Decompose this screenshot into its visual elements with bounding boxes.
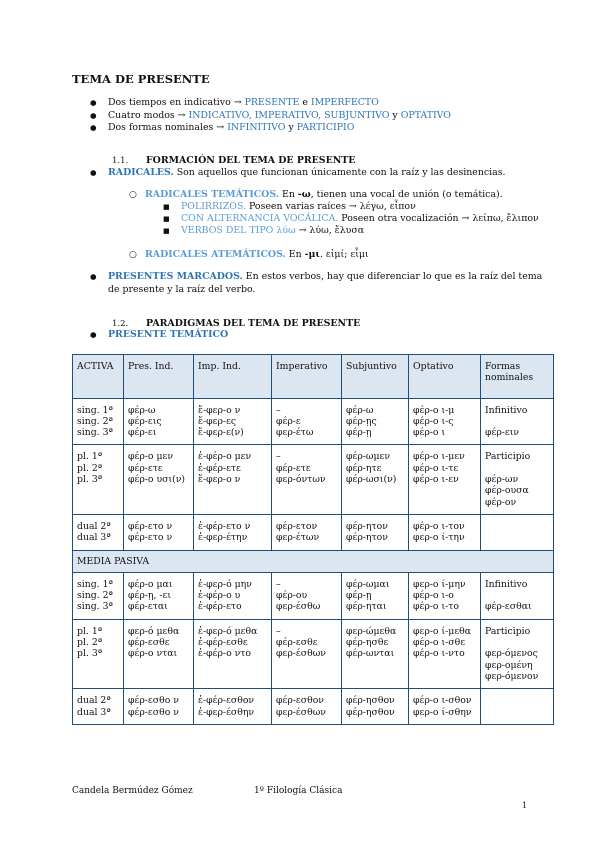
list-item: ● Dos tiempos en indicativo → PRESENTE e IMPERFECTO [90,97,451,110]
cell-line: φέρ-ησθον [346,706,395,718]
cell-line: φέρ-εσθε [128,637,170,649]
cell-line: sing. 1ª [77,578,113,590]
cell-line: φέρ-ο μαι [128,578,173,590]
table-cell [73,689,124,725]
cell-line: φερ-όντων [276,474,326,486]
cell-line: φέρ-ωνται [346,648,395,660]
footer-author: Candela Bermúdez Gómez [72,786,193,796]
table-cell [481,619,554,688]
table-cell [194,514,272,550]
cell-line: ἐ-φερ-ό μην [198,578,252,590]
header-cell: Formas nominales [481,355,554,399]
cell-line: Infinitivo [485,404,528,416]
sub-item: VERBOS DEL TIPO λύω → λύω, ἔλυσα [181,225,365,236]
cell-line: dual 2ª [77,520,111,532]
header-cell: Imperativo [272,355,342,399]
table-cell [409,619,481,688]
cell-line: pl. 1ª [77,451,103,463]
square-bullet-icon: ■ [163,215,170,223]
table-header-row [73,355,554,399]
cell-line: sing. 1ª [77,404,113,416]
section-heading-2: 1.2. PARADIGMAS DEL TEMA DE PRESENTE [112,318,361,329]
section-row [73,550,554,572]
table-cell [194,689,272,725]
circle-bullet-icon: ○ [129,190,137,200]
cell-line: pl. 2ª [77,462,103,474]
cell-line: pl. 3ª [77,648,103,660]
table-cell [342,619,409,688]
cell-line: φέρ-ητε [346,462,382,474]
intro-list [90,97,451,135]
cell-line: φερ-έτων [276,532,320,544]
cell-line: pl. 3ª [77,474,103,486]
cell-line: ἐ-φέρ-ετε [198,462,241,474]
cell-line: φερ-ο ί-μην [413,578,466,590]
cell-line: sing. 2ª [77,415,113,427]
cell-line: ἐ-φέρ-ο μεν [198,451,252,463]
cell-line: φέρ-ο ι-ντο [413,648,465,660]
cell-line: ἐ-φέρ-εσθον [198,695,255,707]
cell-line: ἐ-φέρ-ο ντο [198,648,252,660]
table-cell [73,445,124,514]
tematicos-line: RADICALES TEMÁTICOS. En -ω, tienen una vocal de unión (o temática). [145,189,503,200]
cell-line: φερ-έσθων [276,648,326,660]
cell-line: φέρ-ωμεν [346,451,391,463]
table-row [73,619,554,688]
cell-line: φέρ-εις [128,415,162,427]
table-cell [194,398,272,445]
table-cell [73,619,124,688]
cell-line: sing. 3ª [77,427,113,439]
cell-line: φέρ-ο ι-τε [413,462,459,474]
sub-item: POLIRRIZOS. Poseen varias raíces → λέγω, εἶπον [181,201,416,212]
cell-line: pl. 2ª [77,637,103,649]
cell-line: φερ-ο ί-σθην [413,706,472,718]
cell-line: φέρ-ο νται [128,648,178,660]
cell-line: φερ-έτω [276,427,314,439]
header-cell: Optativo [409,355,481,399]
section-heading-1: 1.1. FORMACIÓN DEL TEMA DE PRESENTE [112,155,356,166]
cell-line: φέρ-ωσι(ν) [346,474,397,486]
table-cell [272,619,342,688]
table-cell [409,689,481,725]
cell-line: φέρ-ωμαι [346,578,390,590]
cell-line: φερ-ό μεθα [128,625,180,637]
cell-line: sing. 3ª [77,601,113,613]
cell-line: φέρ-ητον [346,520,388,532]
cell-line: ἔ-φερ-ο ν [198,404,241,416]
cell-line: ἔ-φερ-ες [198,415,237,427]
table-cell [409,572,481,619]
table-cell [124,514,194,550]
cell-line [485,590,549,601]
cell-line: φέρ-ει [128,427,157,439]
cell-line: φερ-έσθων [276,706,326,718]
list-item: ● Dos formas nominales → INFINITIVO y PARTICIPIO [90,122,451,135]
cell-line: ἐ-φερ-έτην [198,532,248,544]
sub-item: CON ALTERNANCIA VOCÁLICA. Poseen otra vocalización → λείπω, ἔλιπον [181,213,539,224]
cell-line [485,416,549,427]
cell-line: φέρ-ο ι-σθε [413,637,466,649]
cell-line: φερ-όμενον [485,670,539,682]
cell-line: dual 2ª [77,695,111,707]
cell-line: φέρ-εσθον [276,695,324,707]
cell-line: φέρ-ο ι-τον [413,520,465,532]
cell-line: φέρ-ετο ν [128,532,173,544]
cell-line: φέρ-ον [485,496,517,508]
cell-line: dual 3ª [77,532,111,544]
cell-line: ἐ-φέρ-ετο [198,601,242,613]
table-cell [124,398,194,445]
atematicos-line: RADICALES ATEMÁTICOS. En -μι. εἰμί; εἶμι [145,249,369,260]
cell-line: φέρ-ο ι-μ [413,404,455,416]
cell-line: φέρ-ο ι-το [413,601,460,613]
cell-line: φέρ-ηται [346,601,387,613]
cell-line: φέρ-ουσα [485,485,529,497]
cell-line: – [276,625,281,637]
media-pasiva-label: MEDIA PASIVA [73,550,554,572]
radicales-list [90,167,506,180]
cell-line: ἔ-φερ-ε(ν) [198,427,244,439]
table-cell [481,398,554,445]
table-cell [481,572,554,619]
cell-line: ἐ-φερ-έσθην [198,706,255,718]
cell-line: φερ-ο ί-την [413,532,465,544]
cell-line: φερ-ομένη [485,659,533,671]
circle-bullet-icon: ○ [129,250,137,260]
cell-line: φερ-ώμεθα [346,625,397,637]
cell-line [485,463,549,474]
footer-course: 1º Filología Clásica [254,786,343,796]
cell-line: ἐ-φέρ-ο υ [198,590,241,602]
cell-line: ἔ-φερ-ο ν [198,474,241,486]
cell-line: – [276,451,281,463]
cell-line [485,637,549,648]
table-cell [342,398,409,445]
table-cell [481,689,554,725]
cell-line: φέρ-ητον [346,532,388,544]
table-cell [481,445,554,514]
cell-line: φέρ-ῃ [346,427,372,439]
table-cell [272,572,342,619]
square-bullet-icon: ■ [163,227,170,235]
list-item: ● PRESENTE TEMÁTICO [90,329,228,342]
cell-line: φέρ-ε [276,415,301,427]
cell-line: dual 3ª [77,706,111,718]
table-cell [272,514,342,550]
cell-line: φέρ-ω [346,404,374,416]
marcados-list [90,271,542,296]
table-cell [342,572,409,619]
cell-line: Participio [485,625,531,637]
cell-line: φέρ-ῃ [346,590,372,602]
cell-line: φέρ-ο ι-ς [413,415,454,427]
cell-line: φέρ-ο ι-εν [413,474,459,486]
cell-line: φέρ-εσθε [276,637,318,649]
cell-line: φέρ-ο μεν [128,451,173,463]
cell-line: φέρ-ετο ν [128,520,173,532]
table-row [73,572,554,619]
cell-line: φέρ-εται [128,601,168,613]
cell-line: φέρ-ησθον [346,695,395,707]
table-cell [124,619,194,688]
cell-line: φέρ-ο ι-μεν [413,451,465,463]
cell-line: φέρ-ετε [276,462,311,474]
table-row [73,398,554,445]
table-cell [73,398,124,445]
table-cell [481,514,554,550]
page-number: 1 [522,801,528,810]
cell-line: ἐ-φέρ-εσθε [198,637,248,649]
header-cell: Subjuntivo [342,355,409,399]
cell-line: φέρ-εσθαι [485,601,532,613]
table-cell [409,398,481,445]
cell-line: ἐ-φερ-ό μεθα [198,625,258,637]
cell-line: sing. 2ª [77,590,113,602]
list-item: ● RADICALES. Son aquellos que funcionan únicamente con la raíz y las desinencias. [90,167,506,180]
table-cell [342,514,409,550]
header-cell: Imp. Ind. [194,355,272,399]
cell-line: φέρ-ο υσι(ν) [128,474,186,486]
cell-line: φέρ-ου [276,590,308,602]
cell-line: ἐ-φέρ-ετο ν [198,520,251,532]
table-cell [409,514,481,550]
table-cell [73,514,124,550]
cell-line: – [276,404,281,416]
page-title: TEMA DE PRESENTE [72,72,210,86]
cell-line: φερ-έσθω [276,601,321,613]
cell-line: φέρ-εσθο ν [128,706,179,718]
cell-line: φέρ-ων [485,474,519,486]
square-bullet-icon: ■ [163,203,170,211]
table-row [73,445,554,514]
table-cell [194,445,272,514]
cell-line: φερ-όμενος [485,648,538,660]
table-cell [194,619,272,688]
table-cell [194,572,272,619]
cell-line: φέρ-ειν [485,427,520,439]
cell-line: φέρ-ετον [276,520,318,532]
cell-line: pl. 1ª [77,625,103,637]
cell-line: φέρ-ο ι-σθον [413,695,472,707]
table-cell [272,689,342,725]
cell-line: Infinitivo [485,578,528,590]
cell-line: φέρ-ο ι [413,427,446,439]
cell-line: φέρ-ησθε [346,637,389,649]
list-item: ● PRESENTES MARCADOS. En estos verbos, hay que diferenciar lo que es la raíz del tema de presente y la raíz del verbo. [90,271,542,296]
cell-line: φέρ-ῃ, -ει [128,590,172,602]
table-cell [73,572,124,619]
table-cell [272,445,342,514]
table-cell [272,398,342,445]
cell-line: φέρ-ω [128,404,156,416]
active-voice-body [73,398,554,550]
cell-line: φέρ-ο ι-ο [413,590,454,602]
cell-line: φέρ-ῃς [346,415,377,427]
table-cell [124,445,194,514]
paradigm-table [72,354,554,725]
table-cell [124,689,194,725]
cell-line: Participio [485,451,531,463]
header-cell: Pres. Ind. [124,355,194,399]
cell-line: φερ-ο ί-μεθα [413,625,472,637]
cell-line: φέρ-εσθο ν [128,695,179,707]
table-row [73,689,554,725]
cell-line: – [276,578,281,590]
table-cell [124,572,194,619]
table-cell [342,689,409,725]
table-cell [409,445,481,514]
table-row [73,514,554,550]
list-item: ● Cuatro modos → INDICATIVO, IMPERATIVO, SUBJUNTIVO y OPTATIVO [90,110,451,123]
header-cell: ACTIVA [73,355,124,399]
cell-line: φέρ-ετε [128,462,163,474]
table-cell [342,445,409,514]
middle-passive-body [73,572,554,724]
presente-tematico-list [90,329,228,342]
